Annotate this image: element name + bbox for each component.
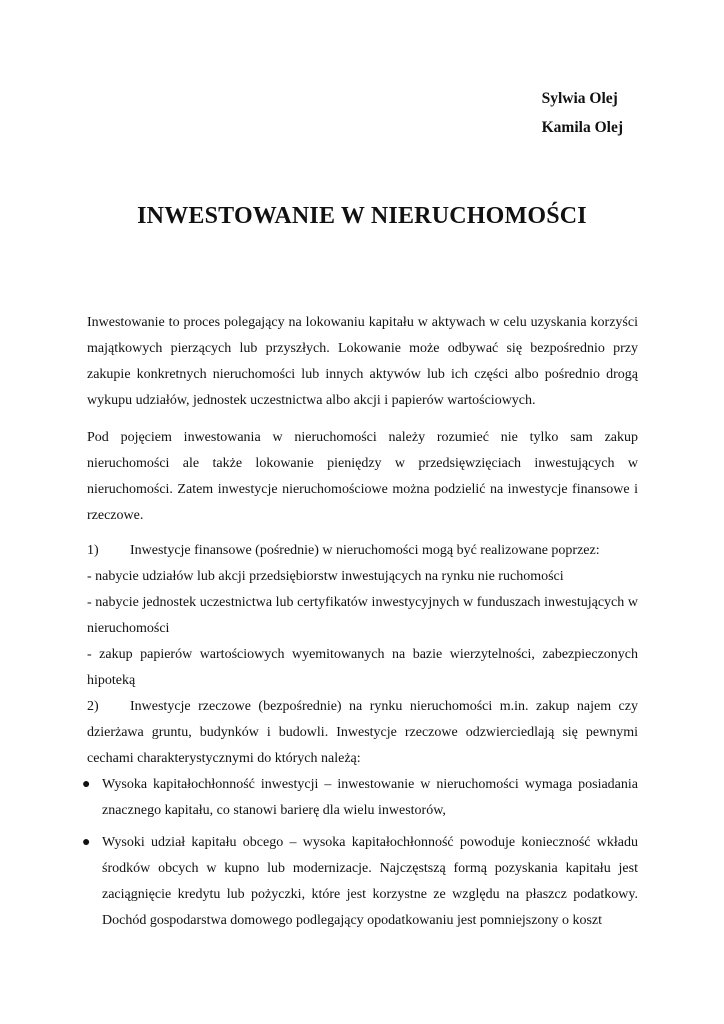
author-name: Kamila Olej [541,119,623,136]
paragraph: Pod pojęciem inwestowania w nieruchomości należy rozumieć nie tylko sam zakup nieruchomości ale także lokowanie pieniędzy w przedsięwzięciach inwestujących w nieruchomości. Zatem inwestycje nieruchomościowe można podzielić na inwestycje finansowe i rzeczowe. [87,430,638,523]
paragraph: Inwestowanie to proces polegający na lokowaniu kapitału w aktywach w celu uzyskania korzyści majątkowych pierzących lub przyszłych. Lokowanie może odbywać się bezpośrednio przy zakupie konkretnych nieruchomości lub innych aktywów lub ich części albo pośrednio drogą wykupu udziałów, jednostek uczestnictwa albo akcji i papierów wartościowych. [87,315,638,408]
bullet-item [82,772,638,824]
author-name: Sylwia Olej [541,90,618,107]
item-text: Inwestycje finansowe (pośrednie) w nieruchomości mogą być realizowane poprzez: [130,543,600,558]
numbered-item [87,694,638,772]
bullet-text: Wysoki udział kapitału obcego – wysoka kapitałochłonność powoduje konieczność wkładu środków obcych w kupno lub modernizacje. Najczęstszą formą pozyskania kapitału jest zaciągnięcie kredytu lub pożyczki, które jest korzystne ze względu na płaszcz podatkowy. Dochód gospodarstwa domowego podlegający opodatkowaniu jest pomniejszony o koszt [102,835,638,928]
item-text: Inwestycje rzeczowe (bezpośrednie) na rynku nieruchomości m.in. zakup najem czy dzierżawa gruntu, budynków i budowli. Inwestycje rzeczowe odzwierciedlają się pewnymi cechami charakterystycznymi do których należą: [87,699,638,766]
dash-item: - nabycie udziałów lub akcji przedsiębiorstw inwestujących na rynku nie ruchomości [87,569,564,584]
dash-item: - zakup papierów wartościowych wyemitowanych na bazie wierzytelności, zabezpieczonych hipoteką [87,647,638,688]
document-title: INWESTOWANIE W NIERUCHOMOŚCI [137,203,587,229]
numbered-item [87,538,638,564]
dash-item: - nabycie jednostek uczestnictwa lub certyfikatów inwestycyjnych w funduszach inwestujących w nieruchomości [87,595,638,636]
bullet-icon: ● [82,835,91,850]
bullet-icon: ● [82,777,91,792]
bullet-item [82,830,638,934]
document-body [82,310,638,940]
item-number: 1) [87,543,99,558]
item-number: 2) [87,699,99,714]
authors-block [542,84,623,142]
bullet-text: Wysoka kapitałochłonność inwestycji – inwestowanie w nieruchomości wymaga posiadania znacznego kapitału, co stanowi barierę dla wielu inwestorów, [102,777,638,818]
